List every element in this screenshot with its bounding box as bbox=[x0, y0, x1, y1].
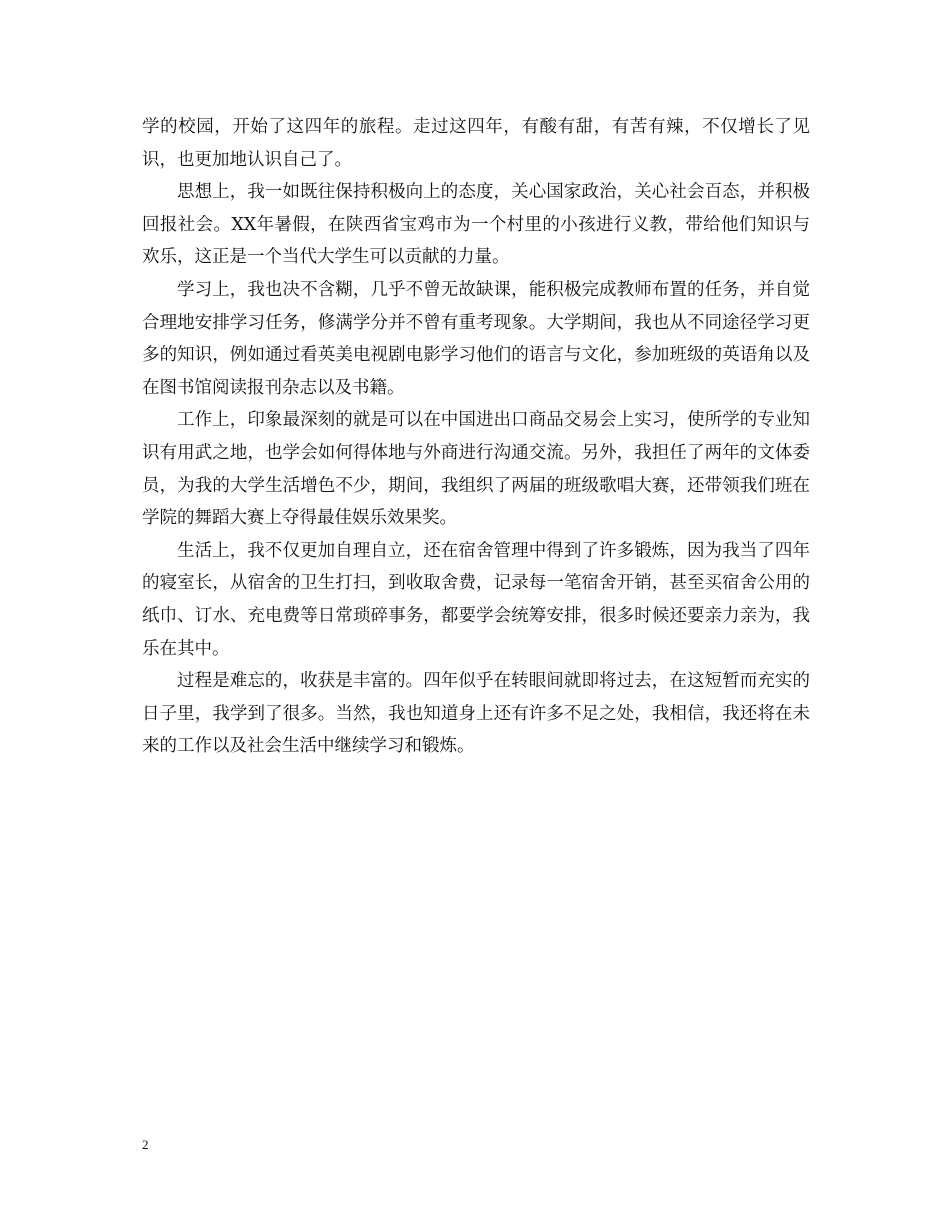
paragraph-5: 生活上，我不仅更加自理自立，还在宿舍管理中得到了许多锻炼，因为我当了四年的寝室长，从宿舍的卫生打扫，到收取舍费，记录每一笔宿舍开销，甚至买宿舍公用的纸巾、订水、充电费等日常琐碎事务，都要学会统筹安排，很多时候还要亲力亲为，我乐在其中。 bbox=[142, 540, 810, 659]
body-text bbox=[142, 111, 810, 763]
paragraph-3: 学习上，我也决不含糊，几乎不曾无故缺课，能积极完成教师布置的任务，并自觉合理地安排学习任务，修满学分并不曾有重考现象。大学期间，我也从不同途径学习更多的知识，例如通过看英美电视剧电影学习他们的语言与文化，参加班级的英语角以及在图书馆阅读报刊杂志以及书籍。 bbox=[142, 279, 810, 398]
paragraph-1: 学的校园，开始了这四年的旅程。走过这四年，有酸有甜，有苦有辣，不仅增长了见识，也更加地认识自己了。 bbox=[142, 117, 810, 170]
page-number: 2 bbox=[142, 1137, 149, 1152]
paragraph-6: 过程是难忘的，收获是丰富的。四年似乎在转眼间就即将过去，在这短暂而充实的日子里，我学到了很多。当然，我也知道身上还有许多不足之处，我相信，我还将在未来的工作以及社会生活中继续学习和锻炼。 bbox=[142, 671, 810, 757]
paragraph-4: 工作上，印象最深刻的就是可以在中国进出口商品交易会上实习，使所学的专业知识有用武之地，也学会如何得体地与外商进行沟通交流。另外，我担任了两年的文体委员，为我的大学生活增色不少，期间，我组织了两届的班级歌唱大赛，还带领我们班在学院的舞蹈大赛上夺得最佳娱乐效果奖。 bbox=[142, 410, 810, 529]
paragraph-2: 思想上，我一如既往保持积极向上的态度，关心国家政治，关心社会百态，并积极回报社会。XX年暑假，在陕西省宝鸡市为一个村里的小孩进行义教，带给他们知识与欢乐，这正是一个当代大学生可以贡献的力量。 bbox=[142, 182, 810, 268]
